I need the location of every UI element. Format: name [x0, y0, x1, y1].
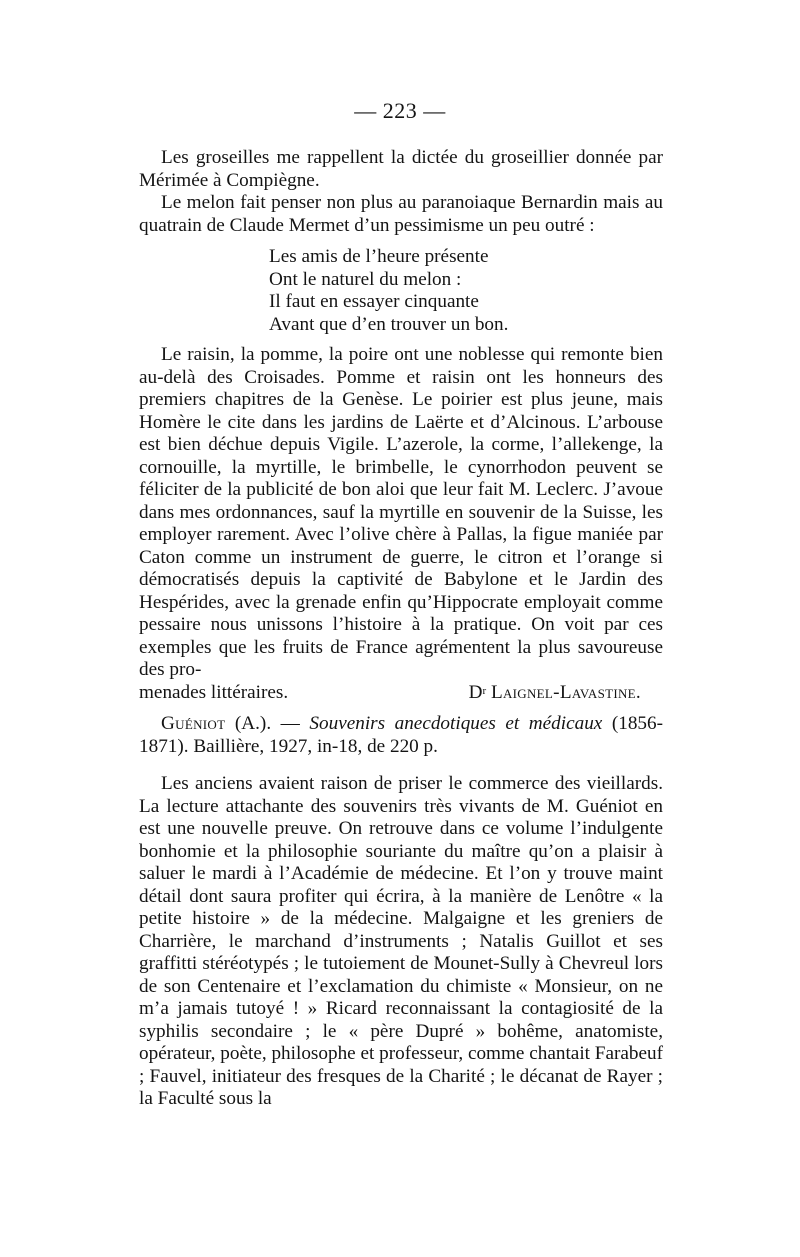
- paragraph-groseilles: Les groseilles me rappellent la dictée du groseillier donnée par Mérimée à Compiègne.: [139, 147, 663, 191]
- poem-line: Avant que d’en trouver un bon.: [269, 313, 509, 335]
- paragraph-gueniot: Les anciens avaient raison de priser le commerce des vieillards. La lecture attachante des souvenirs très vivants de M. Guéniot en est une nouvelle preuve. On retrouve dans ce volume l’indulgente bonhomie et la philosophie souriante du maître qu’on a plaisir à saluer le mardi à l’Académie de médecine. Et l’on y trouve maint détail dont saura profiter qui écrira, à la manière de Lenôtre « la petite histoire » de la médecine. Malgaigne et les greniers de Charrière, le marchand d’instruments ; Natalis Guillot et ses graffitti stéréotypés ; le tutoiement de Mounet-Sully à Chevreul lors de son Centenaire et l’exclamation du chimiste « Monsieur, on ne m’a jamais tutoyé ! » Ricard reconnaissant la contagiosité de la syphilis secondaire ; le « père Dupré » bohême, anatomiste, opérateur, poète, philosophe et professeur, comme chantait Farabeuf ; Fauvel, initiateur des fresques de la Charité ; le décanat de Rayer ; la Faculté sous la: [139, 773, 663, 1109]
- paragraph-melon: Le melon fait penser non plus au paranoiaque Bernardin mais au quatrain de Claude Mermet d’un pessimisme un peu outré :: [139, 192, 663, 236]
- review1-intro: [139, 147, 663, 237]
- signature-line: [139, 682, 663, 705]
- book-details: (1856-1871). Baillière, 1927, in-18, de 220 p.: [139, 713, 664, 757]
- reviewer-name: Laignel-Lavastine.: [490, 681, 641, 703]
- page-number: — 223 —: [354, 98, 446, 123]
- review-signature: $D^r$ Laignel-Lavastine.: [468, 681, 641, 703]
- book-author: Guéniot: [161, 713, 226, 734]
- book-title: Souvenirs anecdotiques et médicaux: [309, 713, 603, 734]
- bibliographic-entry: Guéniot (A.). — Souvenirs anecdotiques et médicaux (1856-1871). Baillière, 1927, in-18, de 220 p.: [139, 713, 664, 757]
- poem-line: Ont le naturel du melon :: [269, 268, 462, 290]
- quatrain: [269, 246, 508, 336]
- paragraph-end: menades littéraires.: [139, 681, 289, 703]
- paragraph-fruits: Le raisin, la pomme, la poire ont une noblesse qui remonte bien au-delà des Croisades. Pomme et raisin ont les honneurs des premiers chapitres de la Genèse. Le poirier est plus jeune, mais Homère le cite dans les jardins de Laërte et d’Alcinous. L’arbouse est bien déchue depuis Vigile. L’azerole, la corme, l’allekenge, la cornouille, la myrtille, le brimbelle, le cynorrhodon peuvent se féliciter de la publicité de bon aloi que leur fait M. Leclerc. J’avoue dans mes ordonnances, sauf la myrtille en souvenir de la Suisse, les employer rarement. Avec l’olive chère à Pallas, la figue maniée par Caton comme un instrument de guerre, le citron et l’orange si démocratisés depuis la captivité de Babylone et le Jardin des Hespérides, avec la grenade enfin qu’Hippocrate employait comme pessaire nous unissons l’histoire à la pratique. On voit par ces exemples que les fruits de France agrémentent la plus savoureuse des pro-: [139, 344, 663, 680]
- review2-heading: [139, 713, 663, 758]
- review2-body: [139, 773, 663, 1111]
- poem-line: Les amis de l’heure présente: [269, 246, 489, 267]
- poem-line: Il faut en essayer cinquante: [269, 291, 479, 312]
- review1-fruits: [139, 344, 663, 704]
